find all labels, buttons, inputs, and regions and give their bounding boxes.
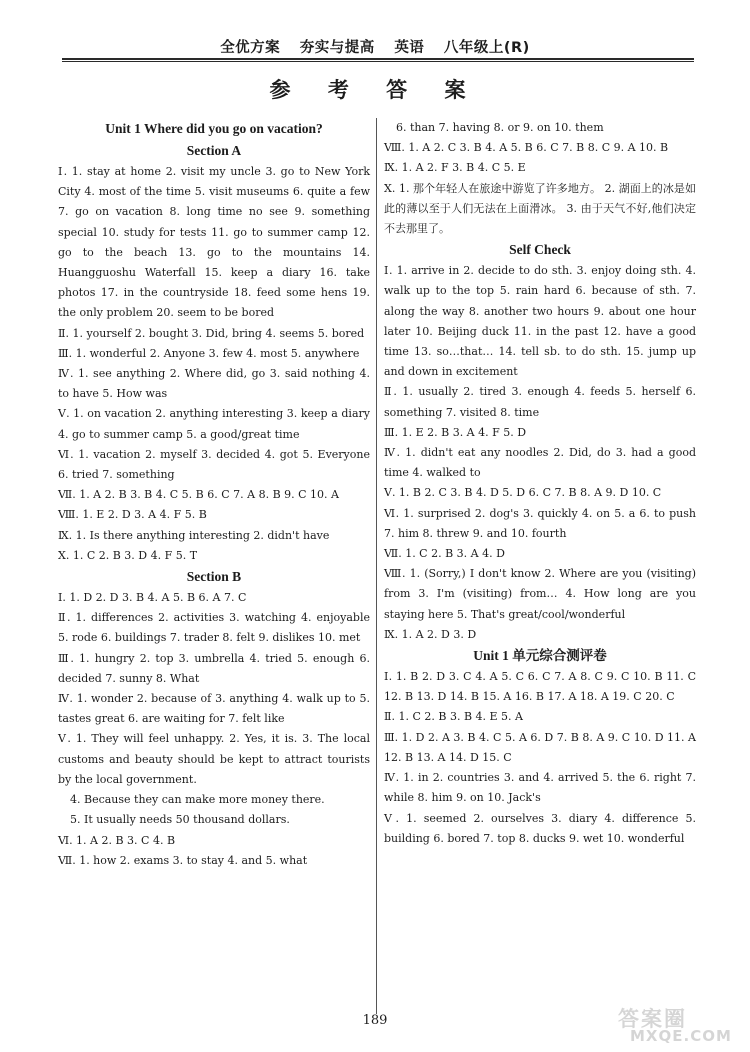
answer-block: Ⅱ. 1. C 2. B 3. B 4. E 5. A	[384, 710, 523, 724]
watermark-url: MXQE.COM	[630, 1027, 732, 1045]
header-rule	[62, 58, 694, 60]
header-grade: 八年级上(R)	[443, 40, 530, 56]
answer-block: Ⅴ. 1. seemed 2. ourselves 3. diary 4. difference 5. building 6. bored 7. top 8. ducks 9. wet 10. wonderful	[384, 811, 696, 845]
header-rule-thin	[62, 61, 694, 62]
answer-block: Ⅱ. 1. differences 2. activities 3. watching 4. enjoyable 5. rode 6. buildings 7. trader 8. felt 9. dislikes 10. met	[58, 611, 370, 645]
answer-block: Ⅸ. 1. A 2. D 3. D	[384, 627, 477, 641]
answer-block: Ⅲ. 1. D 2. A 3. B 4. C 5. A 6. D 7. B 8. A 9. C 10. D 11. A 12. B 13. A 14. D 15. C	[384, 730, 696, 764]
answer-block: Ⅰ. 1. stay at home 2. visit my uncle 3. go to New York City 4. most of the time 5. visit museums 6. quite a few 7. go on vacation 8. long time no see 9. something special 10. study for tests 11. go to summer camp 12. go to the beach 13. go to the mountains 14. Huangguoshu Waterfall 15. keep a diary 16. take photos 17. in the countryside 18. feed some hens 19. the only problem 20. seem to be bored	[58, 165, 370, 320]
page-title: 参 考 答 案	[269, 78, 481, 102]
answer-block: Ⅱ. 1. yourself 2. bought 3. Did, bring 4. seems 5. bored	[58, 326, 365, 340]
answer-block: 4. Because they can make more money there.	[70, 793, 325, 807]
answer-block: Ⅱ. 1. usually 2. tired 3. enough 4. feeds 5. herself 6. something 7. visited 8. time	[384, 385, 696, 419]
answer-block: Ⅶ. 1. C 2. B 3. A 4. D	[384, 547, 505, 561]
page-number: 189	[362, 1013, 388, 1028]
answer-block: Ⅲ. 1. wonderful 2. Anyone 3. few 4. most 5. anywhere	[58, 346, 360, 360]
answer-block: Ⅷ. 1. (Sorry,) I don't know 2. Where are you (visiting) from 3. I'm (visiting) from… 4. How long are you staying here 5. That's great/cool/wonderful	[384, 567, 696, 621]
section-heading: Section B	[186, 569, 242, 585]
section-heading: Unit 1 单元综合测评卷	[473, 648, 607, 664]
answer-block: Ⅵ. 1. A 2. B 3. C 4. B	[58, 833, 176, 847]
answer-block: Ⅸ. 1. A 2. F 3. B 4. C 5. E	[384, 161, 526, 175]
answer-block: 6. than 7. having 8. or 9. on 10. them	[396, 121, 604, 134]
column-divider	[376, 118, 377, 1014]
answer-block: Ⅳ. 1. in 2. countries 3. and 4. arrived 5. the 6. right 7. while 8. him 9. on 10. Jack's	[384, 771, 696, 805]
right-column	[384, 118, 696, 849]
answer-block: Ⅵ. 1. surprised 2. dog's 3. quickly 4. on 5. a 6. to push 7. him 8. threw 9. and 10. fourth	[384, 506, 696, 540]
answer-block: Ⅷ. 1. E 2. D 3. A 4. F 5. B	[58, 508, 207, 522]
answer-block: Ⅳ. 1. didn't eat any noodles 2. Did, do 3. had a good time 4. walked to	[384, 446, 696, 480]
left-column	[58, 118, 370, 871]
answer-block: Ⅴ. 1. on vacation 2. anything interesting 3. keep a diary 4. go to summer camp 5. a good/great time	[58, 407, 370, 441]
answer-block: Ⅳ. 1. see anything 2. Where did, go 3. said nothing 4. to have 5. How was	[58, 367, 370, 401]
answer-block: Ⅶ. 1. how 2. exams 3. to stay 4. and 5. what	[58, 853, 308, 867]
answer-block: Ⅴ. 1. B 2. C 3. B 4. D 5. D 6. C 7. B 8. A 9. D 10. C	[384, 486, 662, 500]
answer-block: Ⅹ. 1. 那个年轻人在旅途中游览了许多地方。 2. 湖面上的冰是如此的薄以至于人们无法在上面滑冰。 3. 由于天气不好,他们决定不去那里了。	[384, 181, 696, 236]
answer-block: Ⅰ. 1. B 2. D 3. C 4. A 5. C 6. C 7. A 8. C 9. C 10. B 11. C 12. B 13. D 14. B 15. A 16. B 17. A 18. A 19. C 20. C	[384, 670, 696, 704]
answer-block: Ⅰ. 1. D 2. D 3. B 4. A 5. B 6. A 7. C	[58, 591, 247, 605]
answer-block: Ⅵ. 1. vacation 2. myself 3. decided 4. got 5. Everyone 6. tried 7. something	[58, 447, 370, 482]
section-heading: Self Check	[509, 242, 571, 258]
watermark-text: 答案圈	[618, 1007, 687, 1031]
header-subtitle: 夯实与提高	[299, 40, 375, 56]
answer-block: Ⅴ. 1. They will feel unhappy. 2. Yes, it is. 3. The local customs and beauty should be kept to attract tourists by the local government.	[58, 732, 370, 786]
answer-block: Ⅳ. 1. wonder 2. because of 3. anything 4. walk up to 5. tastes great 6. are waiting for 7. felt like	[58, 692, 370, 726]
section-heading: Unit 1 Where did you go on vacation?	[105, 121, 323, 136]
answer-block: Ⅲ. 1. E 2. B 3. A 4. F 5. D	[384, 425, 527, 439]
answer-block: Ⅶ. 1. A 2. B 3. B 4. C 5. B 6. C 7. A 8. B 9. C 10. A	[58, 488, 339, 502]
answer-block: Ⅲ. 1. hungry 2. top 3. umbrella 4. tried 5. enough 6. decided 7. sunny 8. What	[58, 651, 370, 685]
header-series: 全优方案	[220, 40, 281, 56]
answer-block: Ⅹ. 1. C 2. B 3. D 4. F 5. T	[58, 548, 198, 562]
watermark-logo	[618, 1003, 738, 1049]
header-subject: 英语	[394, 40, 425, 56]
section-heading: Section A	[186, 143, 242, 158]
answer-block: Ⅷ. 1. A 2. C 3. B 4. A 5. B 6. C 7. B 8. C 9. A 10. B	[384, 141, 669, 155]
answer-block: Ⅰ. 1. arrive in 2. decide to do sth. 3. enjoy doing sth. 4. walk up to the top 5. rain hard 6. because of sth. 7. along the way 8. another two hours 9. about one hour later 10. Beijing duck 11. in the past 12. have a good time 13. so…that… 14. tell sb. to do sth. 15. jump up and down in excitement	[384, 264, 696, 379]
answer-block: Ⅸ. 1. Is there anything interesting 2. didn't have	[58, 528, 330, 542]
answer-block: 5. It usually needs 50 thousand dollars.	[70, 813, 290, 827]
page-header	[0, 36, 750, 57]
